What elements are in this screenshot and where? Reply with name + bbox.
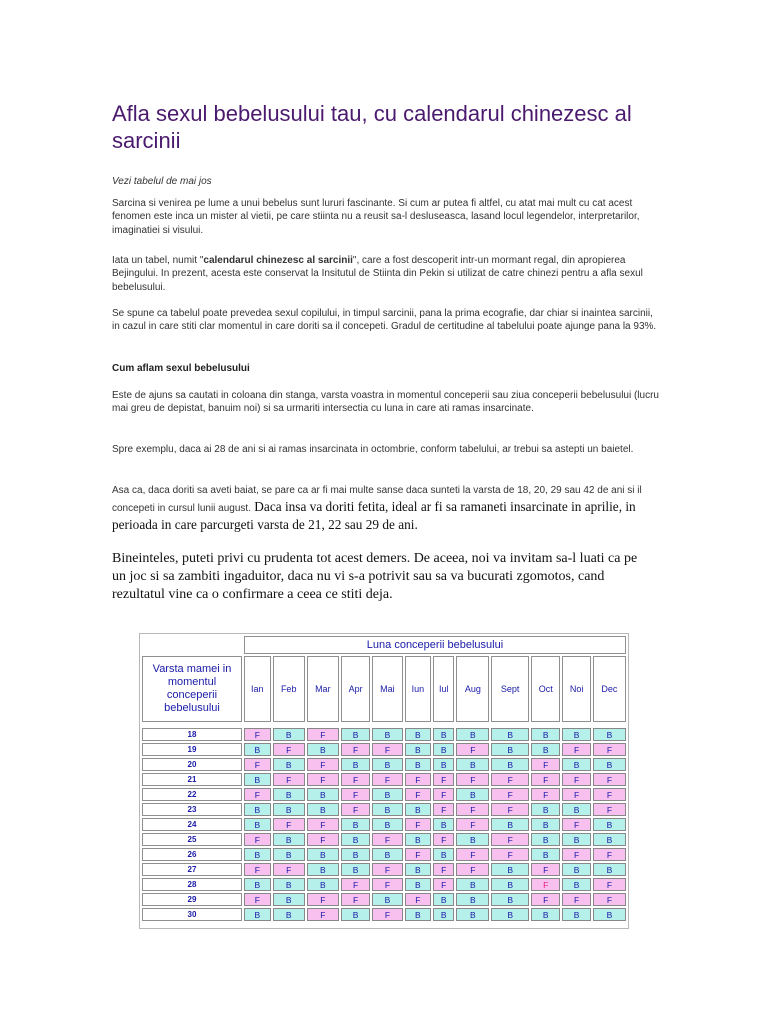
- table-row: [142, 788, 626, 801]
- boy-cell: B: [341, 863, 370, 876]
- boy-cell: B: [433, 728, 454, 741]
- girl-cell: F: [307, 773, 339, 786]
- boy-cell: B: [244, 773, 271, 786]
- girl-cell: F: [593, 773, 626, 786]
- girl-cell: F: [273, 863, 305, 876]
- boy-cell: B: [593, 863, 626, 876]
- boy-cell: B: [341, 833, 370, 846]
- girl-cell: F: [307, 758, 339, 771]
- month-header-noi: Noi: [562, 656, 590, 722]
- table-row: [142, 773, 626, 786]
- girl-cell: F: [433, 803, 454, 816]
- age-cell: 24: [142, 818, 242, 831]
- girl-cell: F: [244, 893, 271, 906]
- age-cell: 27: [142, 863, 242, 876]
- age-cell: 30: [142, 908, 242, 921]
- month-header-ian: Ian: [244, 656, 271, 722]
- boy-cell: B: [433, 893, 454, 906]
- disclaimer-paragraph: Bineinteles, puteti privi cu prudenta tot acest demers. De aceea, noi va invitam sa-l luati ca pe un joc si sa zambiti ingaduitor, daca nu vi s-a potrivit sau sa va bucurati zgomotos, cand rezultatul vine ca o confirmare a ceea ce stiti deja.: [112, 551, 638, 602]
- girl-cell: F: [307, 893, 339, 906]
- chances-paragraph: [112, 483, 660, 534]
- girl-cell: F: [491, 803, 529, 816]
- age-cell: 25: [142, 833, 242, 846]
- girl-cell: F: [491, 788, 529, 801]
- calendar-origin-paragraph: [112, 254, 660, 294]
- boy-cell: B: [372, 788, 402, 801]
- accuracy-paragraph: Se spune ca tabelul poate prevedea sexul copilului, in timpul sarcinii, pana la prima ecografie, dar chiar si inaintea sarcinii, in cazul in care stiti clar momentul in care doriti sa il concepeti. Gradul de certitudine al tabelului poate ajunge pana la 93%.: [112, 308, 657, 333]
- boy-cell: B: [372, 818, 402, 831]
- boy-cell: B: [531, 818, 560, 831]
- girl-cell: F: [341, 743, 370, 756]
- girl-cell: F: [491, 833, 529, 846]
- girl-cell: F: [372, 773, 402, 786]
- boy-cell: B: [531, 728, 560, 741]
- girl-cell: F: [456, 773, 489, 786]
- girl-cell: F: [593, 803, 626, 816]
- boy-cell: B: [307, 848, 339, 861]
- girl-cell: F: [593, 893, 626, 906]
- boy-cell: B: [456, 893, 489, 906]
- month-header-mai: Mai: [372, 656, 402, 722]
- girl-cell: F: [244, 758, 271, 771]
- boy-cell: B: [372, 893, 402, 906]
- girl-cell: F: [433, 878, 454, 891]
- girl-cell: F: [341, 788, 370, 801]
- boy-cell: B: [273, 908, 305, 921]
- month-header-mar: Mar: [307, 656, 339, 722]
- girl-cell: F: [562, 848, 590, 861]
- girl-cell: F: [531, 788, 560, 801]
- page-title: Afla sexul bebelusului tau, cu calendarul chinezesc al sarcinii: [112, 101, 632, 153]
- girl-cell: F: [405, 818, 432, 831]
- girl-cell: F: [531, 878, 560, 891]
- girl-cell: F: [341, 878, 370, 891]
- girl-cell: F: [273, 743, 305, 756]
- month-header-feb: Feb: [273, 656, 305, 722]
- girl-cell: F: [273, 818, 305, 831]
- table-row: [142, 848, 626, 861]
- age-cell: 23: [142, 803, 242, 816]
- girl-cell: F: [562, 893, 590, 906]
- girl-cell: F: [372, 833, 402, 846]
- boy-cell: B: [562, 908, 590, 921]
- age-cell: 19: [142, 743, 242, 756]
- table-row: [142, 878, 626, 891]
- girl-cell: F: [341, 773, 370, 786]
- girl-cell: F: [307, 908, 339, 921]
- boy-cell: B: [456, 908, 489, 921]
- boy-cell: B: [372, 758, 402, 771]
- corner-cell: [142, 636, 242, 654]
- spacer-row: [142, 724, 626, 726]
- subtitle: Vezi tabelul de mai jos: [112, 176, 212, 187]
- table-row: [142, 893, 626, 906]
- chinese-calendar-table: [139, 633, 629, 929]
- spacer-cell: [142, 724, 626, 726]
- boy-cell: B: [562, 833, 590, 846]
- boy-cell: B: [341, 758, 370, 771]
- girl-cell: F: [341, 803, 370, 816]
- girl-cell: F: [562, 788, 590, 801]
- girl-cell: F: [273, 773, 305, 786]
- p2-after: ", care a fost descoperit intr-un mormant regal, din apropierea Bejingului. In prezent, acesta este conservat la Insitutul de Stiinta din Pekin si utilizat de catre chinezi pentru a afla sexul bebelusului.: [112, 255, 643, 293]
- girl-cell: F: [593, 743, 626, 756]
- month-header-aug: Aug: [456, 656, 489, 722]
- boy-cell: B: [491, 758, 529, 771]
- boy-cell: B: [531, 743, 560, 756]
- boy-cell: B: [244, 818, 271, 831]
- boy-cell: B: [372, 803, 402, 816]
- calendar-grid: [140, 634, 628, 923]
- girl-cell: F: [372, 743, 402, 756]
- girl-cell: F: [456, 863, 489, 876]
- girl-cell: F: [433, 773, 454, 786]
- girl-cell: F: [433, 863, 454, 876]
- boy-cell: B: [491, 743, 529, 756]
- boy-cell: B: [491, 818, 529, 831]
- girl-cell: F: [244, 788, 271, 801]
- age-cell: 29: [142, 893, 242, 906]
- boy-cell: B: [531, 848, 560, 861]
- boy-cell: B: [593, 728, 626, 741]
- boy-cell: B: [405, 803, 432, 816]
- girl-cell: F: [562, 818, 590, 831]
- girl-cell: F: [405, 773, 432, 786]
- girl-cell: F: [405, 788, 432, 801]
- girl-cell: F: [433, 788, 454, 801]
- table-row: [142, 818, 626, 831]
- boy-cell: B: [273, 788, 305, 801]
- chances-serif-text: Daca insa va doriti fetita, ideal ar fi sa ramaneti insarcinate in aprilie, in perioada in care parcurgeti varsta de 21, 22 sau 29 de ani.: [112, 499, 636, 532]
- boy-cell: B: [372, 848, 402, 861]
- boy-cell: B: [341, 818, 370, 831]
- age-cell: 22: [142, 788, 242, 801]
- boy-cell: B: [531, 803, 560, 816]
- girl-cell: F: [491, 773, 529, 786]
- age-cell: 26: [142, 848, 242, 861]
- boy-cell: B: [433, 758, 454, 771]
- boy-cell: B: [372, 728, 402, 741]
- how-to-paragraph: Este de ajuns sa cautati in coloana din stanga, varsta voastra in momentul conceperii sau ziua conceperii bebelusului (lucru mai greu de depistat, banuim noi) si sa urmariti intersectia cu luna in care ati ramas insarcinate.: [112, 390, 659, 415]
- age-cell: 28: [142, 878, 242, 891]
- girl-cell: F: [307, 818, 339, 831]
- boy-cell: B: [405, 863, 432, 876]
- boy-cell: B: [307, 863, 339, 876]
- calendar-body: [142, 636, 626, 921]
- boy-cell: B: [273, 878, 305, 891]
- boy-cell: B: [405, 833, 432, 846]
- month-header-sept: Sept: [491, 656, 529, 722]
- girl-cell: F: [491, 848, 529, 861]
- boy-cell: B: [244, 743, 271, 756]
- table-row: [142, 743, 626, 756]
- boy-cell: B: [433, 818, 454, 831]
- girl-cell: F: [433, 833, 454, 846]
- boy-cell: B: [244, 908, 271, 921]
- boy-cell: B: [405, 728, 432, 741]
- month-header-oct: Oct: [531, 656, 560, 722]
- boy-cell: B: [405, 758, 432, 771]
- month-header-apr: Apr: [341, 656, 370, 722]
- girl-cell: F: [244, 833, 271, 846]
- boy-cell: B: [456, 788, 489, 801]
- table-row: [142, 863, 626, 876]
- age-cell: 21: [142, 773, 242, 786]
- girl-cell: F: [405, 848, 432, 861]
- boy-cell: B: [491, 728, 529, 741]
- boy-cell: B: [593, 758, 626, 771]
- age-cell: 20: [142, 758, 242, 771]
- boy-cell: B: [307, 878, 339, 891]
- month-header-iun: Iun: [405, 656, 432, 722]
- boy-cell: B: [273, 848, 305, 861]
- example-paragraph: Spre exemplu, daca ai 28 de ani si ai ramas insarcinata in octombrie, conform tabelului, ar trebui sa astepti un baietel.: [112, 444, 634, 455]
- girl-cell: F: [372, 863, 402, 876]
- boy-cell: B: [433, 743, 454, 756]
- girl-cell: F: [562, 743, 590, 756]
- girl-cell: F: [405, 893, 432, 906]
- boy-cell: B: [307, 803, 339, 816]
- boy-cell: B: [244, 878, 271, 891]
- boy-cell: B: [405, 878, 432, 891]
- boy-cell: B: [456, 758, 489, 771]
- table-row: [142, 758, 626, 771]
- girl-cell: F: [244, 863, 271, 876]
- boy-cell: B: [593, 818, 626, 831]
- boy-cell: B: [273, 833, 305, 846]
- boy-cell: B: [273, 728, 305, 741]
- boy-cell: B: [562, 878, 590, 891]
- boy-cell: B: [531, 833, 560, 846]
- girl-cell: F: [307, 728, 339, 741]
- table-row: [142, 728, 626, 741]
- boy-cell: B: [491, 878, 529, 891]
- girl-cell: F: [531, 893, 560, 906]
- girl-cell: F: [456, 848, 489, 861]
- intro-paragraph: Sarcina si venirea pe lume a unui bebelus sunt lururi fascinante. Si cum ar putea fi altfel, cu atat mai mult cu cat acest fenomen este inca un mister al vietii, pe care stiinta nu a reusit sa-l desluseasca, lasand locul legendelor, interpretarilor, imaginatiei si visului.: [112, 198, 640, 236]
- p2-before: Iata un tabel, numit ": [112, 255, 204, 266]
- age-header: Varsta mamei in momentul conceperii bebelusului: [142, 656, 242, 722]
- boy-cell: B: [593, 833, 626, 846]
- table-row: [142, 803, 626, 816]
- boy-cell: B: [273, 803, 305, 816]
- boy-cell: B: [341, 908, 370, 921]
- boy-cell: B: [562, 863, 590, 876]
- table-row: [142, 833, 626, 846]
- boy-cell: B: [562, 758, 590, 771]
- boy-cell: B: [244, 848, 271, 861]
- girl-cell: F: [341, 893, 370, 906]
- boy-cell: B: [273, 758, 305, 771]
- girl-cell: F: [307, 833, 339, 846]
- boy-cell: B: [433, 848, 454, 861]
- girl-cell: F: [593, 878, 626, 891]
- girl-cell: F: [531, 863, 560, 876]
- section-heading: Cum aflam sexul bebelusului: [112, 363, 250, 374]
- boy-cell: B: [341, 848, 370, 861]
- boy-cell: B: [491, 908, 529, 921]
- month-header: Luna conceperii bebelusului: [244, 636, 626, 654]
- boy-cell: B: [491, 863, 529, 876]
- boy-cell: B: [562, 728, 590, 741]
- boy-cell: B: [405, 743, 432, 756]
- girl-cell: F: [531, 773, 560, 786]
- boy-cell: B: [456, 833, 489, 846]
- girl-cell: F: [456, 803, 489, 816]
- girl-cell: F: [372, 908, 402, 921]
- girl-cell: F: [593, 788, 626, 801]
- girl-cell: F: [456, 818, 489, 831]
- boy-cell: B: [456, 878, 489, 891]
- age-cell: 18: [142, 728, 242, 741]
- boy-cell: B: [593, 908, 626, 921]
- boy-cell: B: [244, 803, 271, 816]
- girl-cell: F: [593, 848, 626, 861]
- chances-sans-text: Asa ca, daca doriti sa aveti baiat, se pare ca ar fi mai multe sanse daca sunteti la varsta de 18, 20, 29 sau 42 de ani si il concepeti in cursul lunii august.: [112, 485, 642, 514]
- boy-cell: B: [531, 908, 560, 921]
- girl-cell: F: [531, 758, 560, 771]
- boy-cell: B: [562, 803, 590, 816]
- boy-cell: B: [433, 908, 454, 921]
- girl-cell: F: [244, 728, 271, 741]
- boy-cell: B: [307, 788, 339, 801]
- table-row: [142, 908, 626, 921]
- boy-cell: B: [456, 728, 489, 741]
- month-header-dec: Dec: [593, 656, 626, 722]
- boy-cell: B: [405, 908, 432, 921]
- girl-cell: F: [372, 878, 402, 891]
- boy-cell: B: [307, 743, 339, 756]
- boy-cell: B: [341, 728, 370, 741]
- calendar-name-bold: calendarul chinezesc al sarcinii: [203, 255, 353, 266]
- girl-cell: F: [562, 773, 590, 786]
- boy-cell: B: [491, 893, 529, 906]
- girl-cell: F: [456, 743, 489, 756]
- month-header-iul: Iul: [433, 656, 454, 722]
- boy-cell: B: [273, 893, 305, 906]
